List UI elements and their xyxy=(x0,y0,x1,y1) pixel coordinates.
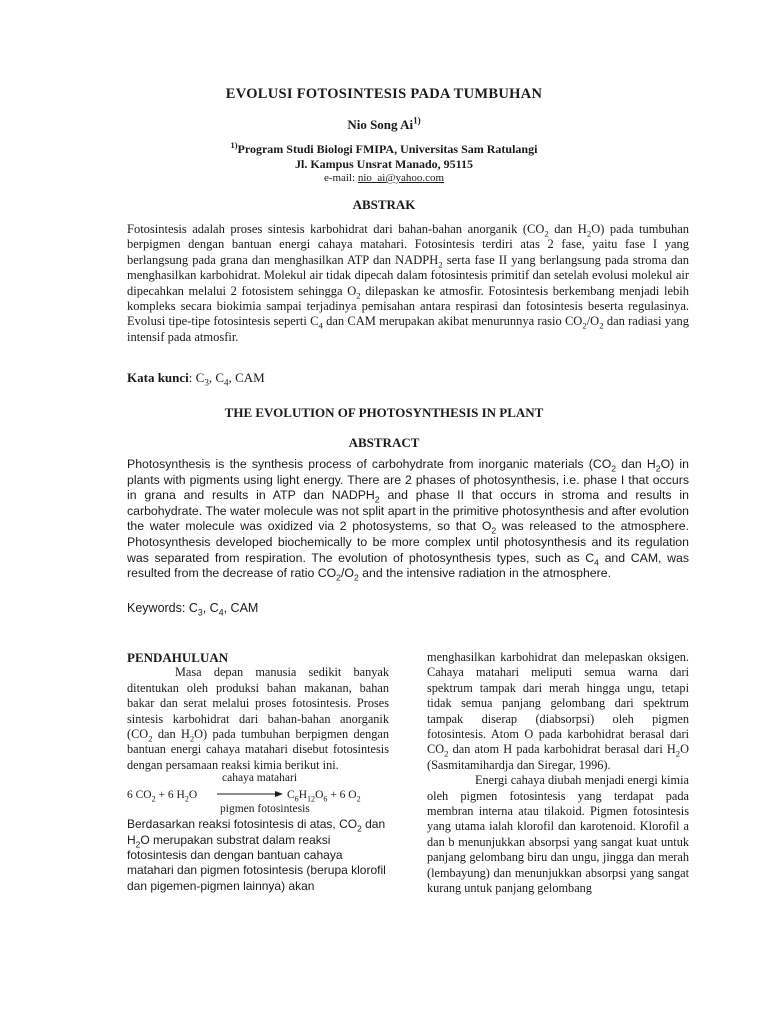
equation-reactants: 6 $CO_2 + 6$ $H_2O$ xyxy=(127,789,198,804)
photosynthesis-equation xyxy=(127,773,389,817)
kata-kunci: Kata kunci: $C_3$, $C_4$, CAM xyxy=(127,370,265,388)
left-column xyxy=(127,650,389,894)
email-link[interactable]: nio_ai@yahoo.com xyxy=(357,172,445,184)
intro-paragraph-2: Berdasarkan reaksi fotosintesis di atas, $CO_2$ dan $H_2O$ merupakan substrat dalam reaksi fotosintesis dan dengan bantuan cahaya matahari dan pigmen fotosintesis (berupa klorofil dan pigemen-pigmen lainnya) akan xyxy=(127,817,386,893)
paper-title: EVOLUSI FOTOSINTESIS PADA TUMBUHAN xyxy=(225,86,543,102)
email-line: e-mail: nio_ai@yahoo.com xyxy=(323,172,445,184)
abstract-paragraph: Photosynthesis is the synthesis process of carbohydrate from inorganic materials ($CO_2$ dan $H_2O$) in plants with pigments using light energy. There are 2 phases of photosynthesis, i.e. phase I that occurs in grana and results in ATP dan $NADPH_2$ and phase II that occurs in stroma and results in carbohydrate. The water molecule was not split apart in the primitive photosynthesis and after evolution the water molecule was oxidized via 2 photosystems, so that $O_2$ was released to the atmosphere. Photosynthesis developed biochemically to be more complex until photosynthesis and its regulation was separated from respiration. The evolution of photosynthesis types, such as $C_4$ and CAM, was resulted from the decrease of ratio $CO_2/O_2$ and the intensive radiation in the atmosphere. xyxy=(127,457,689,583)
section-heading-pendahuluan: PENDAHULUAN xyxy=(127,650,229,665)
right-column xyxy=(427,650,689,897)
affiliation-line-2: Jl. Kampus Unsrat Manado, 95115 xyxy=(294,157,474,171)
equation-products: $C_6H_{12}O_6 + 6$ $O_2$ xyxy=(287,789,361,804)
author-name: Nio Song Ai$^{1)}$ xyxy=(347,115,421,132)
english-title: THE EVOLUTION OF PHOTOSYNTHESIS IN PLANT xyxy=(224,405,544,420)
abstrak-heading: ABSTRAK xyxy=(352,197,416,212)
right-paragraph-2: Energi cahaya diubah menjadi energi kimia oleh pigmen fotosintesis yang terdapat pada membran interna atau tilakoid. Pigmen fotosintesis yang utama ialah klorofil dan karotenoid. Klorofil a dan b menunjukkan absorpsi yang sangat kuat untuk panjang gelombang biru dan ungu, jingga dan merah (lembayung) dan menunjukkan absorpsi yang sangat kurang untuk panjang gelombang xyxy=(427,773,689,896)
keywords: Keywords: $C_3$, $C_4$, CAM xyxy=(127,601,259,618)
equation-condition-pigment: pigmen fotosintesis xyxy=(220,803,310,816)
right-paragraph-1: menghasilkan karbohidrat dan melepaskan oksigen. Cahaya matahari meliputi semua warna dari spektrum tampak dari merah hingga ungu, tetapi tidak semua panjang gelombang dari spektrum tampak diserap (diabsorpsi) oleh pigmen fotosintesis. Atom O pada karbohidrat berasal dari $CO_2$ dan atom H pada karbohidrat berasal dari $H_2O$ (Sasmitamihardja dan Siregar, 1996). xyxy=(427,650,689,772)
affiliation-line-1: $^{1)}$Program Studi Biologi FMIPA, Universitas Sam Ratulangi xyxy=(230,141,538,156)
abstract-heading: ABSTRACT xyxy=(348,435,420,450)
intro-paragraph-1: Masa depan manusia sedikit banyak ditentukan oleh produksi bahan makanan, bahan bakar dan serat melalui proses fotosintesis. Proses sintesis karbohidrat dari bahan-bahan anorganik ($CO_2$ dan $H_2O$) pada tumbuhan berpigmen dengan bantuan energi cahaya matahari disebut fotosintesis dengan persamaan reaksi kimia berikut ini. xyxy=(127,665,389,772)
abstrak-paragraph: Fotosintesis adalah proses sintesis karbohidrat dari bahan-bahan anorganik ($CO_2$ dan $H_2O$) pada tumbuhan berpigmen dengan bantuan energi cahaya matahari. Fotosintesis terdiri atas 2 fase, yaitu fase I yang berlangsung pada grana dan menghasilkan ATP dan $NADPH_2$ serta fase II yang berlangsung pada stroma dan menghasilkan karbohidrat. Molekul air tidak dipecah dalam fotosintesis primitif dan setelah evolusi molekul air dipecahkan melalui 2 fotosistem sehingga $O_2$ dilepaskan ke atmosfir. Fotosintesis berkembang menjadi lebih kompleks secara biokimia sampai terjadinya pemisahan antara respirasi dan fotosintesis beserta regulasinya. Evolusi tipe-tipe fotosintesis seperti $C_4$ dan CAM merupakan akibat menurunnya rasio $CO_2/O_2$ dan radiasi yang intensif pada atmosfir. xyxy=(127,222,689,344)
equation-condition-light: cahaya matahari xyxy=(222,772,298,785)
